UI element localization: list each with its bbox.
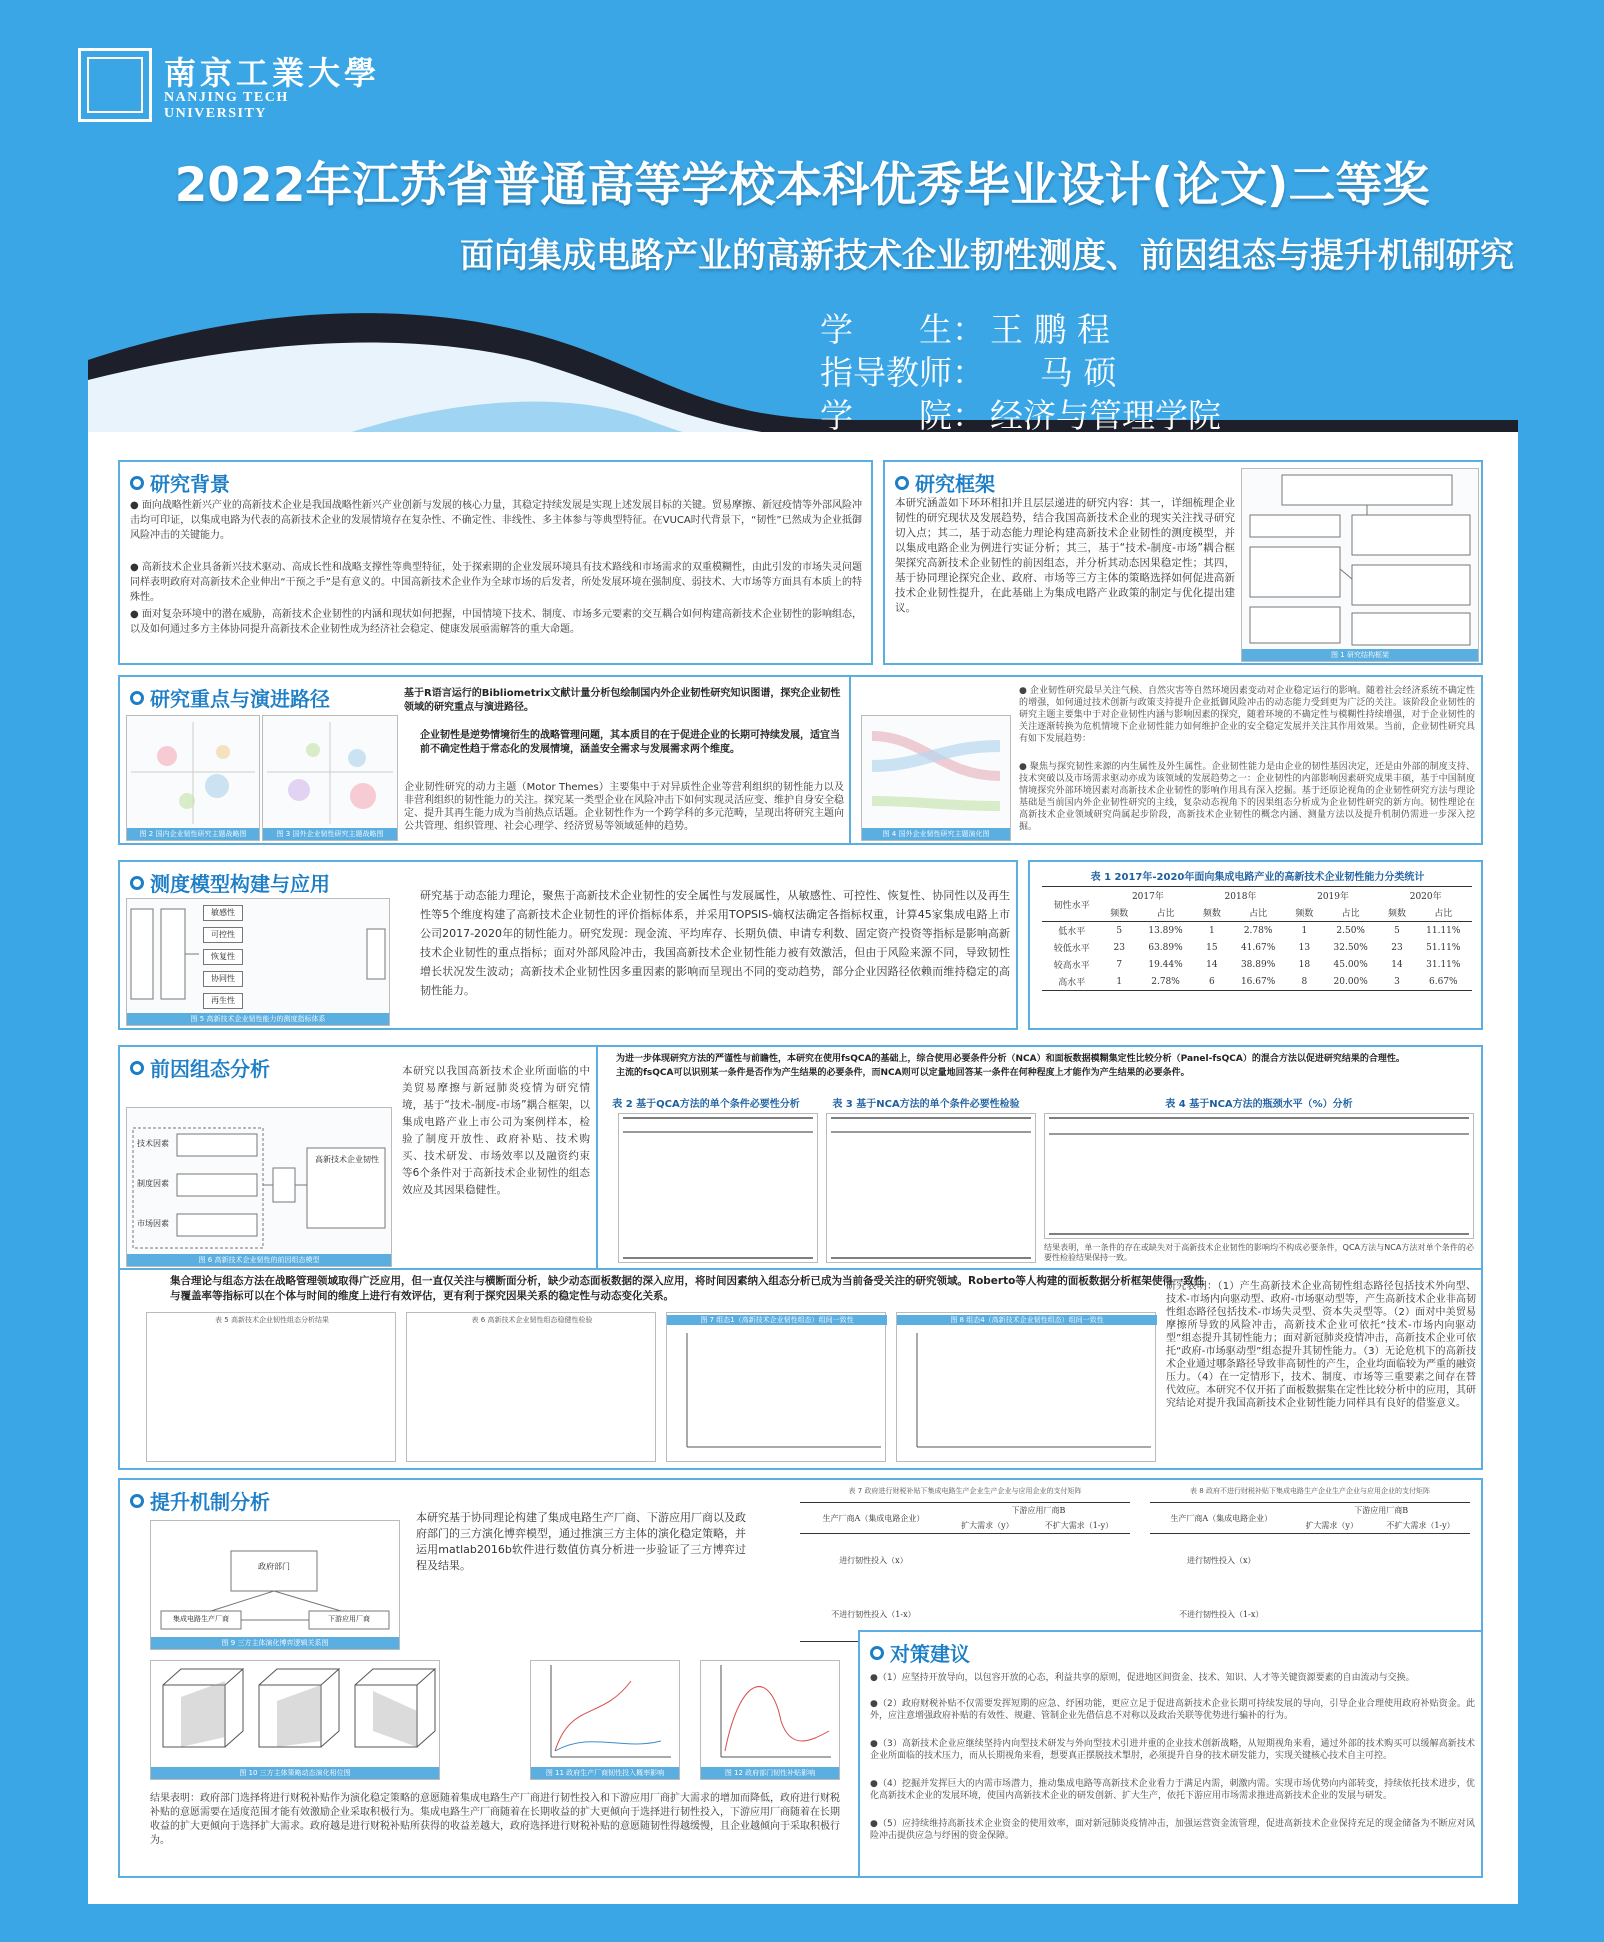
- theme-map-cn: [126, 715, 260, 841]
- table-header: 不扩大需求（1-y）: [1386, 1521, 1455, 1530]
- theme-map-intl-plot: [263, 716, 397, 828]
- table-8-title: 表 8 政府不进行财税补贴下集成电路生产企业生产企业与应用企业的支付矩阵: [1190, 1487, 1430, 1495]
- figure-caption: 表 5 高新技术企业韧性组态分析结果: [215, 1316, 329, 1324]
- section-research-trend: [851, 675, 1483, 845]
- table-header: 生产厂商A（集成电路企业）: [1150, 1503, 1292, 1534]
- table-cell: 不进行韧性投入（1-x）: [1150, 1588, 1292, 1642]
- table-cell: 进行韧性投入（x）: [1186, 1556, 1256, 1566]
- header-wave: [88, 300, 1518, 440]
- figure-caption: 图 5 高新技术企业韧性能力的测度指标体系: [127, 1013, 389, 1025]
- logo-chinese: 南京工業大學: [164, 54, 381, 92]
- table-3-grid: [827, 1114, 1035, 1262]
- table-5-figure: [146, 1312, 396, 1462]
- table-header: 扩大需求（y）: [1305, 1521, 1358, 1530]
- advisor-label: 指导教师：: [820, 353, 985, 392]
- table-2-grid: [619, 1114, 817, 1262]
- dimension-box: 敏感性: [203, 905, 243, 921]
- simulation-plot-1: [530, 1660, 680, 1780]
- config-node: 高新技术企业韧性: [315, 1155, 379, 1164]
- figure-caption: 图 12 政府部门韧性补贴影响: [701, 1767, 839, 1779]
- table-header: 2018年: [1194, 887, 1287, 905]
- theme-map-intl: [262, 715, 398, 841]
- table-header: 占比: [1434, 909, 1453, 919]
- table-2-title: 表 2 基于QCA方法的单个条件必要性分析: [612, 1099, 800, 1110]
- section-configuration: [118, 1045, 598, 1270]
- table-cell: 进行韧性投入（x）: [839, 1556, 908, 1566]
- framework-diagram: [1242, 469, 1478, 649]
- figure-caption: 图 1 研究结构框架: [1242, 649, 1478, 661]
- table-row: [1150, 1534, 1470, 1588]
- mechanism-text: 本研究基于协同理论构建了集成电路生产厂商、下游应用厂商以及政府部门的三方演化博弈模型，通过推演三方主体的演化稳定策略，并运用matlab2016b软件进行数值仿真分析进一步验证了三方博弈过程及结果。: [416, 1511, 746, 1572]
- section-measurement-table: [1028, 860, 1483, 1030]
- figure-caption: 图 11 政府生产厂商韧性投入概率影响: [531, 1767, 679, 1779]
- configuration-text: 本研究以我国高新技术企业所面临的中美贸易摩擦与新冠肺炎疫情为研究情境，基于“技术-制度-市场”耦合框架，以集成电路产业上市公司为案例样本，检验了制度开放性、政府补贴、技术购买、技术研发、市场效率以及融资约束等6个条件对于高新技术企业韧性的组态效应及其因果稳健性。: [402, 1065, 590, 1196]
- author-info: [820, 308, 1221, 437]
- student-label: 学 生：: [820, 310, 985, 349]
- advice-item: ●（2）政府财税补贴不仅需要发挥短期的应急、纾困功能，更应立足于促进高新技术企业长期可持续发展的导向，引导企业合理使用政府补贴资金。此外，应注意增强政府补贴的有效性、规避、管制企业先借信息不对称以及政治关联等优势进行骗补的行为。: [870, 1699, 1475, 1721]
- phase-diagram: [150, 1660, 440, 1780]
- theme-evolution-plot: [862, 716, 1010, 828]
- thesis-title: 面向集成电路产业的高新技术企业韧性测度、前因组态与提升机制研究: [460, 236, 1514, 276]
- theme-map-cn-plot: [127, 716, 259, 828]
- advice-item: ●（1）应坚持开放导向，以包容开放的心态，利益共享的原则，促进地区间资金、技术、知识、人才等关键资源要素的自由流动与交换。: [870, 1673, 1415, 1683]
- student-name: 王 鹏 程: [990, 310, 1110, 349]
- section-framework: [883, 460, 1483, 665]
- university-logo: [78, 48, 152, 122]
- section-bullet-icon: [130, 691, 144, 705]
- method-note-2: 主流的fsQCA可以识别某一条件是否作为产生结果的必要条件，而NCA则可以定量地回答某一条件在何种程度上才能作为产生结果的必要条件。: [616, 1068, 1190, 1078]
- table-header: 频数: [1295, 909, 1314, 919]
- focus-bold-1: 基于R语言运行的Bibliometrix文献计量分析包绘制国内外企业韧性研究知识图谱，探究企业韧性领域的研究重点与演进路径。: [404, 688, 841, 713]
- logo-english: NANJING TECH UNIVERSITY: [164, 90, 289, 121]
- table-header: 2019年: [1287, 887, 1380, 905]
- figure-caption: 图 9 三方主体演化博弈逻辑关系图: [151, 1637, 399, 1649]
- section-panel-analysis: [118, 1270, 1483, 1470]
- section-title: 研究框架: [915, 472, 995, 496]
- table-4-grid: [1045, 1114, 1473, 1238]
- mechanism-conclusion: 结果表明：政府部门选择将进行财税补贴作为演化稳定策略的意愿随着集成电路生产厂商进行韧性投入和下游应用厂商扩大需求的增加而降低，政府进行财税补贴的意愿需要在适度范围才能有效激励企业采取积极行为。集成电路生产厂商随着在长期收益的扩大更倾向于选择进行韧性投入，下游应用厂商随着在长期收益的扩大更倾向于选择扩大需求。政府越是进行财税补贴所获得的收益差越大，政府选择进行财税补贴的意愿随韧性得越缓慢，且企业越倾向于采取积极行为。: [150, 1793, 840, 1846]
- table-7-title: 表 7 政府进行财税补贴下集成电路生产企业生产企业与应用企业的支付矩阵: [848, 1487, 1082, 1495]
- table-header: 不扩大需求（1-y）: [1044, 1521, 1114, 1530]
- table-3-title: 表 3 基于NCA方法的单个条件必要性检验: [832, 1099, 1020, 1110]
- figure-caption: 图 8 组态4（高新技术企业韧性组态）组间一致性: [897, 1315, 1157, 1325]
- table-header: 2017年: [1102, 887, 1195, 905]
- advisor-name: 马 硕: [1040, 353, 1117, 392]
- college-name: 经济与管理学院: [990, 396, 1221, 435]
- table-row: [800, 1534, 1130, 1588]
- table-row: 高水平 1 2.78% 6 16.67% 8 20.00% 3 6.67%: [1042, 973, 1472, 991]
- table-row: 低水平 5 13.89% 1 2.78% 1 2.50% 5 11.11%: [1058, 925, 1461, 937]
- background-paragraph-2: ● 高新技术企业具备新兴技术驱动、高成长性和战略支撑性等典型特征，处于探索期的企业发展环境具有技术路线和市场需求的双重模糊性，由此引发的市场失灵问题同样表明政府对高新技术企业伸出“干预之手”是有意义的。中国高新技术企业作为全球市场的后发者，所处发展环境在强制度、弱技术、大市场等方面具有本质上的特殊性。: [130, 562, 862, 603]
- advice-item: ●（5）应持续维持高新技术企业资金的使用效率，面对新冠肺炎疫情冲击，加强运营资金流管理，促进高新技术企业保持充足的现金储备为不断应对风险冲击提供应急与纾困的资金保障。: [870, 1819, 1475, 1841]
- figure-caption: 图 10 三方主体策略动态演化相位图: [151, 1767, 439, 1779]
- table-header: 占比: [1249, 909, 1268, 919]
- method-note-1: 为进一步体现研究方法的严谨性与前瞻性，本研究在使用fsQCA的基础上，综合使用必要条件分析（NCA）和面板数据模糊集定性比较分析（Panel-fsQCA）的混合方法以促进研究结果的合理性。: [616, 1054, 1405, 1064]
- table-2: [618, 1113, 818, 1263]
- dimension-box: 协同性: [203, 971, 243, 987]
- index-system-diagram: [127, 899, 389, 1013]
- consistency-plot-2: [896, 1312, 1156, 1462]
- background-paragraph-3: ● 面对复杂环境中的潜在威胁，高新技术企业韧性的内涵和现状如何把握，中国情境下技术、制度、市场多元要素的交互耦合如何构建高新技术企业韧性的影响组态，以及如何通过多方主体协同提升高新技术企业韧性成为经济社会稳定、健康发展亟需解答的重大命题。: [130, 609, 862, 635]
- trend-text-1: ● 企业韧性研究最早关注气候、自然灾害等自然环境因素变动对企业稳定运行的影响。随着社会经济系统不确定性的增强，如何通过技术创新与政策支持提升企业抵御风险冲击的动态能力受到更为广泛的关注。该阶段企业韧性的研究主题主要集中于对企业韧性内涵与影响因素的探究，随着环境的不确定性与模糊性持续增强，对于企业韧性的关注逐渐转换为危机情境下企业韧性能力如何维护企业的安全稳定发展并关注其作用效果。当前，企业韧性研究具有如下发展趋势：: [1019, 686, 1475, 744]
- game-logic-figure: [150, 1520, 400, 1650]
- simulation-plot-2: [700, 1660, 840, 1780]
- section-bullet-icon: [130, 1494, 144, 1508]
- consistency-plot-1-axes: [667, 1329, 885, 1459]
- figure-caption: 图 7 组态1（高新技术企业韧性组态）组间一致性: [667, 1315, 887, 1325]
- section-measurement: [118, 860, 1018, 1030]
- table-header: 生产厂商A（集成电路企业）: [800, 1503, 947, 1534]
- table-header: 频数: [1202, 909, 1221, 919]
- configuration-conclusion: 研究表明：（1）产生高新技术企业高韧性组态路径包括技术外向型、技术-市场内向驱动型、政府-市场驱动型等，产生高新技术企业非高韧性组态路径包括技术-市场失灵型、资本失灵型等。（2）面对中美贸易摩擦所导致的风险冲击，高新技术企业可依托“技术-市场内向驱动型”组态提升其韧性能力；面对新冠肺炎疫情冲击，高新技术企业可依托“政府-市场驱动型”组态提升其韧性能力。（3）无论危机下的高新技术企业通过哪条路径导致非高韧性的产生，企业均面临较为严重的融资压力。（4）在一定情形下，技术、制度、市场等三重要素之间存在替代效应。本研究不仅开拓了面板数据集在定性比较分析中的应用，其研究结论对提升我国高新技术企业韧性能力同样具有良好的借鉴意义。: [1166, 1281, 1476, 1409]
- section-title: 对策建议: [890, 1642, 970, 1666]
- section-research-focus: [118, 675, 851, 845]
- phase-cubes: [151, 1661, 439, 1767]
- background-paragraph-1: ● 面向战略性新兴产业的高新技术企业是我国战略性新兴产业创新与发展的核心力量，其稳定持续发展是实现上述发展目标的关键。贸易摩擦、新冠疫情等外部风险冲击均可印证，以集成电路为代表的高新技术企业的发展情境存在复杂性、不确定性、非线性、多主体参与等典型特征。在VUCA时代背景下，“韧性”已然成为企业抵御风险冲击的关键能力。: [130, 500, 862, 541]
- section-necessity: [598, 1045, 1483, 1270]
- table-1: [1042, 886, 1472, 991]
- advice-item: ●（4）挖掘并发挥巨大的内需市场潜力，推动集成电路等高新技术企业看力于满足内需，刺激内需。实现市场优势向内部转变，持续依托技术进步，优化高新技术企业的发展环境，使国内高新技术企业的研发创新、扩大生产，依托下游应用市场需求推进高新技术企业的发展与研发。: [870, 1779, 1475, 1801]
- measurement-text: 研究基于动态能力理论，聚焦于高新技术企业韧性的安全属性与发展属性，从敏感性、可控性、恢复性、协同性以及再生性等5个维度构建了高新技术企业韧性的评价指标体系，并采用TOPSIS-熵权法确定各指标权重，计算45家集成电路上市公司2017-2020年的韧性能力。研究发现：现金流、平均库存、长期负债、申请专利数、固定资产投资等指标是影响高新技术企业韧性的重点指标；面对外部风险冲击，我国高新技术企业韧性能力被有效激活，但由于风险来源不同，导致韧性增长状况发生波动；高新技术企业韧性因多重因素的影响而呈现出不同的变动趋势，部分企业因路径依赖而维持稳定的高韧性能力。: [420, 889, 1010, 997]
- table-4-title: 表 4 基于NCA方法的瓶颈水平（%）分析: [1165, 1099, 1353, 1110]
- section-bullet-icon: [870, 1646, 884, 1660]
- table-row: 较高水平 7 19.44% 14 38.89% 18 45.00% 14 31.11%: [1053, 959, 1461, 971]
- theme-evolution-figure: [861, 715, 1011, 841]
- table-cell: 不进行韧性投入（1-x）: [800, 1588, 947, 1642]
- figure-caption: 图 6 高新技术企业韧性的前因组态模型: [127, 1254, 391, 1266]
- config-node: 技术因素: [137, 1139, 169, 1148]
- section-advice: [858, 1630, 1483, 1878]
- index-system-figure: [126, 898, 390, 1026]
- consistency-plot-2-axes: [897, 1329, 1155, 1459]
- table-header: 下游应用厂商B: [947, 1503, 1130, 1519]
- dimension-box: 再生性: [203, 993, 243, 1009]
- section-bullet-icon: [130, 1061, 144, 1075]
- focus-bold-2: 企业韧性是逆势情境衍生的战略管理问题，其本质目的在于促进企业的长期可持续发展，适宜当前不确定性趋于常态化的发展情境，涵盖安全需求与发展需求两个维度。: [420, 730, 840, 755]
- focus-text: 企业韧性研究的动力主题（Motor Themes）主要集中于对异质性企业等营利组织的韧性能力以及非营利组织的韧性能力的关注。探究某一类型企业在风险冲击下如何实现灵活应变、维护自身安全稳定、提升其再生能力成为当前热点话题。企业韧性作为一个跨学科的多元范畴，呈现出将研究主题向公共管理、组织管理、社会心理学、经济贸易等领域延伸的趋势。: [404, 782, 844, 832]
- config-model-figure: [126, 1107, 392, 1267]
- advice-item: ●（3）高新技术企业应继续坚持内向型技术研发与外向型技术引进并重的企业技术创新战略，从短期视角来看，通过外部的技术购买可以缓解高新技术企业所面临的技术压力，而从长期视角来看，想要真正摆脱技术掣肘，必须提升自身的技术研发能力，实现关键核心技术自主可控。: [870, 1739, 1475, 1761]
- framework-text: 本研究涵盖如下环环相扣并且层层递进的研究内容：其一，详细梳理企业韧性的研究现状及发展趋势，结合我国高新技术企业的现实关注找寻研究切入点；其二，基于动态能力理论构建高新技术企业韧性的测度模型，并以集成电路企业为例进行实证分析；其三，基于“技术-制度-市场”耦合框架探究高新技术企业韧性的前因组态，并分析其动态因果稳定性；其四，基于协同理论探究企业、政府、市场等三方主体的策略选择如何促进高新技术企业韧性提升，在此基础上为集成电路产业政策的制定与优化提出建议。: [895, 497, 1235, 614]
- framework-figure: [1241, 468, 1479, 662]
- game-node: 下游应用厂商: [328, 1615, 370, 1623]
- dimension-box: 可控性: [203, 927, 243, 943]
- simulation-plot-1-curves: [531, 1661, 679, 1767]
- table-header: 扩大需求（y）: [961, 1521, 1014, 1530]
- college-label: 学 院：: [820, 396, 985, 435]
- figure-caption: 图 3 国外企业韧性研究主题战略图: [263, 828, 397, 840]
- table-4-note: 结果表明，单一条件的存在或缺失对于高新技术企业韧性的影响均不构成必要条件，QCA方法与NCA方法对单个条件的必要性检验结果保持一致。: [1044, 1243, 1474, 1262]
- figure-caption: 表 6 高新技术企业韧性组态稳健性检验: [471, 1316, 593, 1324]
- config-node: 制度因素: [137, 1179, 169, 1188]
- table-header: 下游应用厂商B: [1292, 1503, 1470, 1519]
- payoff-table-no-subsidy: [1150, 1502, 1470, 1642]
- section-title: 前因组态分析: [150, 1057, 270, 1081]
- figure-caption: 图 4 国外企业韧性研究主题演化图: [862, 828, 1010, 840]
- figure-caption: 图 2 国内企业韧性研究主题战略图: [127, 828, 259, 840]
- table-header: 占比: [1341, 909, 1360, 919]
- panel-intro: 集合理论与组态方法在战略管理领域取得广泛应用，但一直仅关注与横断面分析，缺少动态面板数据的深入应用，将时间因素纳入组态分析已成为当前备受关注的研究领域。Roberto等人构建的面板数据分析框架使得一致性与覆盖率等指标可以在个体与时间的维度上进行有效评估，更有利于探究因果关系的稳定性与动态变化关系。: [170, 1275, 1205, 1302]
- table-3: [826, 1113, 1036, 1263]
- consistency-plot-1: [666, 1312, 886, 1462]
- section-background: [118, 460, 873, 665]
- table-4: [1044, 1113, 1474, 1239]
- game-node: 集成电路生产厂商: [173, 1615, 229, 1623]
- trend-text-2: ● 聚焦与探究韧性来源的内生属性及外生属性。企业韧性能力是由企业的韧性基因决定，还是由外部的制度支持、技术突破以及市场需求驱动亦成为该领域的发展趋势之一：企业韧性的内部影响因素研究成果丰硕，基于中国制度情境探究外部环境因素对高新技术企业韧性的影响作用具有深入挖掘。基于还原论视角的企业韧性研究方法与理论基础是当前国内外企业韧性研究的主线，复杂动态视角下的因果组态分析成为企业韧性研究的新方向。韧性理论在高新技术企业领域研究尚属起步阶段，高新技术企业韧性的概念内涵、测量方法以及提升机制仍需进一步深入挖掘。: [1019, 762, 1475, 832]
- simulation-plot-2-curves: [701, 1661, 839, 1767]
- section-title: 研究背景: [150, 472, 230, 496]
- table-header: 频数: [1110, 909, 1129, 919]
- award-title: 2022年江苏省普通高等学校本科优秀毕业设计(论文)二等奖: [174, 158, 1430, 213]
- section-title: 研究重点与演进路径: [150, 687, 330, 711]
- table-1-title: 表 1 2017年-2020年面向集成电路产业的高新技术企业韧性能力分类统计: [1090, 872, 1425, 883]
- table-header: 2020年: [1379, 887, 1472, 905]
- table-row: 较低水平 23 63.89% 15 41.67% 13 32.50% 23 51.11%: [1053, 942, 1461, 954]
- section-bullet-icon: [130, 876, 144, 890]
- dimension-box: 恢复性: [203, 949, 243, 965]
- table-6-figure: [406, 1312, 656, 1462]
- payoff-table-subsidy: [800, 1502, 1130, 1642]
- config-node: 市场因素: [137, 1219, 169, 1228]
- table-header: 频数: [1387, 909, 1406, 919]
- section-bullet-icon: [130, 476, 144, 490]
- section-bullet-icon: [895, 476, 909, 490]
- table-header: 占比: [1156, 909, 1175, 919]
- section-title: 测度模型构建与应用: [150, 872, 330, 896]
- game-node: 政府部门: [258, 1562, 290, 1571]
- table-header: 韧性水平: [1042, 887, 1102, 922]
- section-title: 提升机制分析: [150, 1490, 270, 1514]
